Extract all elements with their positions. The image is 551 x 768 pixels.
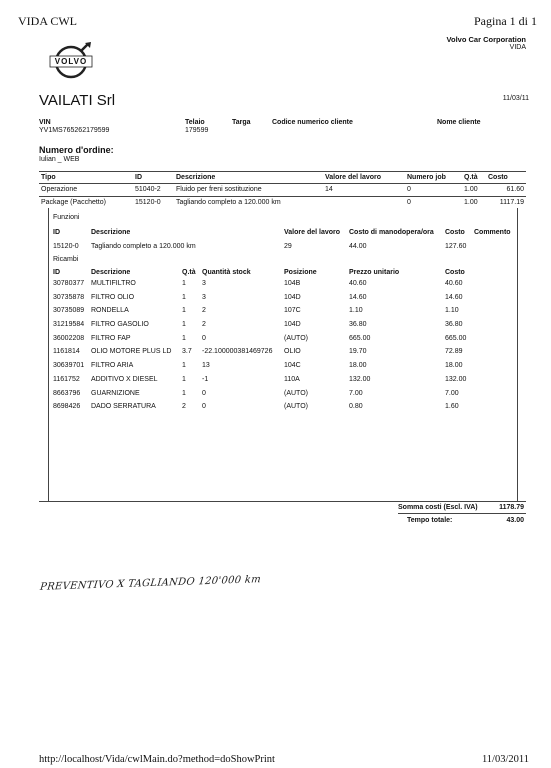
part-id: 30735089 [53,307,85,315]
part-prezzo: 0.80 [349,403,363,411]
part-id: 30639701 [53,362,85,370]
part-costo: 1.10 [445,307,459,315]
part-qta: 1 [182,321,186,329]
row1-numero-job: 0 [407,186,411,193]
table-row [53,348,493,362]
ric-col-posizione: Posizione [284,269,317,276]
part-id: 1161814 [53,348,80,356]
row2-descrizione: Tagliando completo a 120.000 km [176,199,281,206]
row2-costo: 1117.19 [499,199,524,206]
package-box-left-rule [48,208,49,502]
part-descrizione: MULTIFILTRO [91,280,136,287]
table-row [53,294,493,308]
row1-valore: 14 [325,186,333,193]
ric-col-costo: Costo [445,269,465,276]
main-table-header-rule [39,183,526,184]
part-prezzo: 1.10 [349,307,363,315]
col-qta: Q.tà [464,174,478,181]
part-qta: 1 [182,307,186,315]
part-posizione: (AUTO) [284,389,308,397]
funz-row-descrizione: Tagliando completo a 120.000 km [91,243,196,250]
part-posizione: 104D [284,293,301,301]
part-prezzo: 132.00 [349,375,371,383]
row2-tipo: Package (Pacchetto) [41,199,106,206]
row1-qta: 1.00 [464,186,478,193]
col-tipo: Tipo [41,174,56,181]
part-posizione: 104D [284,321,301,329]
part-descrizione: OLIO MOTORE PLUS LD [91,348,172,356]
part-posizione: 107C [284,307,301,315]
funz-col-descrizione: Descrizione [91,229,131,236]
part-costo: 665.00 [445,334,467,342]
telaio-label: Telaio [185,119,205,126]
print-footer-date: 11/03/2011 [481,754,529,765]
part-costo: 132.00 [445,375,467,383]
col-id: ID [135,174,142,181]
totals-top-rule [39,501,526,502]
order-number-value: Iulian _ WEB [39,156,80,163]
funz-row-costo: 127.60 [445,243,467,250]
row1-tipo: Operazione [41,186,78,193]
part-prezzo: 40.60 [349,280,367,287]
table-row [53,321,493,335]
ric-col-prezzo: Prezzo unitario [349,269,400,276]
row1-descrizione: Fluido per freni sostituzione [176,186,262,193]
part-stock: 0 [202,403,206,411]
part-descrizione: ADDITIVO X DIESEL [91,375,158,383]
part-posizione: OLIO [284,348,301,356]
part-id: 36002208 [53,334,85,342]
telaio-value: 179599 [185,127,209,134]
tempo-totale-value: 43.00 [506,517,524,524]
row1-rule [39,196,526,197]
ric-col-id: ID [53,269,60,276]
part-stock: 0 [202,334,206,342]
ricambi-title: Ricambi [53,256,79,263]
part-prezzo: 7.00 [349,389,363,397]
part-descrizione: RONDELLA [91,307,129,315]
part-id: 1161752 [53,375,80,383]
part-costo: 14.60 [445,293,463,301]
funz-col-costo-manodopera: Costo di manodopera/ora [349,229,434,236]
part-qta: 1 [182,362,186,370]
ric-col-qta: Q.tà [182,269,196,276]
totals-mid-rule [398,513,526,514]
part-prezzo: 19.70 [349,348,367,356]
part-posizione: (AUTO) [284,403,308,411]
somma-costi-value: 1178.79 [499,504,524,511]
part-prezzo: 665.00 [349,334,371,342]
main-table-top-rule [39,171,526,172]
app-name: VIDA [509,44,526,51]
part-stock: 2 [202,307,206,315]
table-row [53,307,493,321]
ricambi-list [53,280,493,417]
table-row [53,280,493,294]
ric-col-stock: Quantità stock [202,269,251,276]
part-stock: -1 [202,375,209,383]
row1-costo: 61.60 [506,186,524,193]
targa-label: Targa [232,119,251,126]
logo-text: VOLVO [54,57,88,66]
part-posizione: 110A [284,375,300,383]
codice-cliente-label: Codice numerico cliente [272,119,353,126]
part-descrizione: FILTRO ARIA [91,362,134,370]
print-header-title: VIDA CWL [18,14,77,28]
part-costo: 72.89 [445,348,463,356]
part-qta: 3.7 [182,348,192,356]
col-numero-job: Numero job [407,174,446,181]
row2-qta: 1.00 [464,199,478,206]
part-costo: 36.80 [445,321,463,329]
part-id: 8698426 [53,403,81,411]
part-descrizione: DADO SERRATURA [91,403,156,411]
package-box-right-rule [517,208,518,502]
part-id: 31219584 [53,321,85,329]
part-qta: 1 [182,334,186,342]
part-qta: 2 [182,403,186,411]
table-row [53,390,493,404]
part-qta: 1 [182,293,186,301]
part-posizione: 104C [284,362,301,370]
part-posizione: 104B [284,280,301,287]
document-date: 11/03/11 [502,95,529,102]
col-valore: Valore del lavoro [325,174,382,181]
somma-costi-label: Somma costi (Escl. IVA) [398,504,478,511]
handwritten-note: PREVENTIVO X TAGLIANDO 120'000 km [39,574,262,593]
part-qta: 1 [182,375,186,383]
part-stock: 0 [202,389,206,397]
row2-numero-job: 0 [407,199,411,206]
order-number-label: Numero d'ordine: [39,145,114,155]
part-descrizione: FILTRO GASOLIO [91,321,149,329]
part-costo: 7.00 [445,389,459,397]
company-name: Volvo Car Corporation [446,35,526,44]
funz-col-valore: Valore del lavoro [284,229,341,236]
tempo-totale-label: Tempo totale: [407,517,453,524]
part-stock: 13 [202,362,210,370]
part-prezzo: 36.80 [349,321,367,329]
funz-row-valore: 29 [284,243,292,250]
print-footer-url: http://localhost/Vida/cwlMain.do?method=doShowPrint [39,754,275,765]
vin-label: VIN [39,119,51,126]
row2-id: 15120-0 [135,199,161,206]
part-stock: 3 [202,280,206,287]
part-id: 8663796 [53,389,81,397]
part-id: 30780377 [53,280,85,287]
part-stock: -22.100000381469726 [202,348,273,356]
customer-name: VAILATI Srl [39,92,116,109]
funzioni-title: Funzioni [53,214,80,221]
funz-col-id: ID [53,229,60,236]
ric-col-descrizione: Descrizione [91,269,131,276]
nome-cliente-label: Nome cliente [437,119,481,126]
row1-id: 51040-2 [135,186,161,193]
vin-value: YV1MS765262179599 [39,127,110,134]
col-descrizione: Descrizione [176,174,216,181]
part-qta: 1 [182,280,186,287]
funz-col-commento: Commento [474,229,511,236]
part-id: 30735878 [53,293,85,301]
funz-row-costo-manodopera: 44.00 [349,243,367,250]
table-row [53,403,493,417]
part-prezzo: 18.00 [349,362,367,370]
table-row [53,335,493,349]
funz-row-id: 15120-0 [53,243,79,250]
table-row [53,376,493,390]
part-posizione: (AUTO) [284,334,308,342]
part-descrizione: FILTRO OLIO [91,293,135,301]
part-descrizione: GUARNIZIONE [91,389,140,397]
part-costo: 40.60 [445,280,463,287]
part-descrizione: FILTRO FAP [91,334,131,342]
volvo-logo [48,41,94,81]
funz-col-costo: Costo [445,229,465,236]
part-stock: 3 [202,293,206,301]
part-costo: 1.60 [445,403,459,411]
part-stock: 2 [202,321,206,329]
part-prezzo: 14.60 [349,293,367,301]
table-row [53,362,493,376]
page-number: Pagina 1 di 1 [474,14,537,28]
col-costo: Costo [488,174,508,181]
part-costo: 18.00 [445,362,463,370]
part-qta: 1 [182,389,186,397]
